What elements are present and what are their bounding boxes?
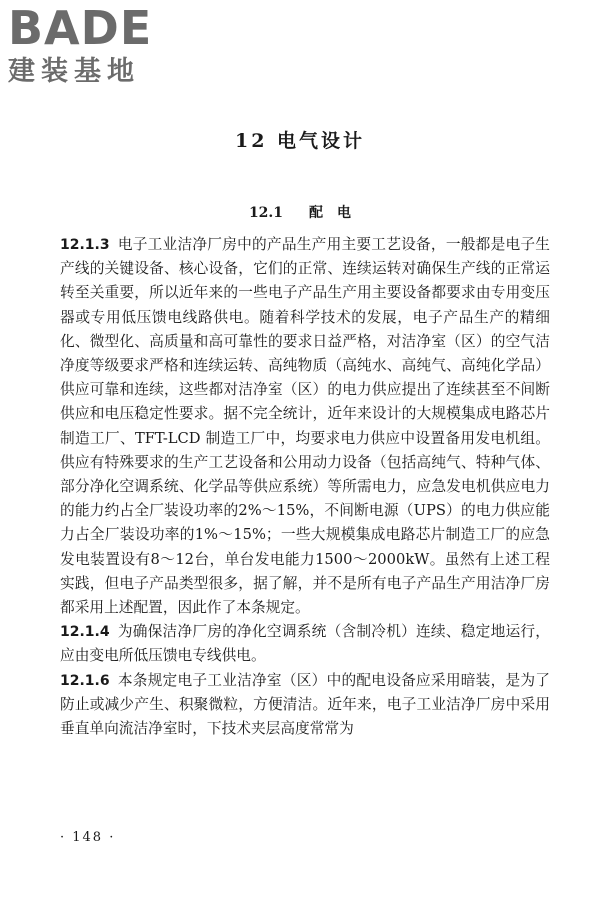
logo-wordmark: BADE bbox=[8, 1, 153, 55]
clause-text: 为确保洁净厂房的净化空调系统（含制冷机）连续、稳定地运行，应由变电所低压馈电专线供电。 bbox=[60, 623, 550, 665]
section-name: 配 电 bbox=[309, 205, 352, 221]
clause-number: 12.1.6 bbox=[60, 672, 110, 689]
clause-text: 本条规定电子工业洁净室（区）中的配电设备应采用暗装，是为了防止或减少产生、积聚微粒，方便清洁。近年来，电子工业洁净厂房中采用垂直单向流洁净室时，下技术夹层高度常常为 bbox=[60, 671, 550, 738]
section-title bbox=[0, 202, 600, 222]
section-number: 12.1 bbox=[248, 205, 284, 221]
clause-number: 12.1.3 bbox=[60, 237, 110, 253]
clause-text: 电子工业洁净厂房中的产品生产用主要工艺设备，一般都是电子生产线的关键设备、核心设备，它们的正常、连续运转对确保生产线的正常运转至关重要，所以近年来的一些电子产品生产用主要设备都要求由专用变压器或专用低压馈电线路供电。随着科学技术的发展，电子产品生产的精细化、微型化、高质量和高可靠性的要求日益严格，对洁净室（区）的空气洁净度等级要求严格和连续运转、高纯物质（高纯水、高纯气、高纯化学品）供应可靠和连续，这些都对洁净室（区）的电力供应提出了连续甚至不间断供应和电压稳定性要求。据不完全统计，近年来设计的大规模集成电路芯片制造工厂、TFT-LCD 制造工厂中，均要求电力供应中设置备用发电机组。供应有特殊要求的生产工艺设备和公用动力设备（包括高纯气、特种气体、部分净化空调系统、化学品等供应系统）等所需电力，应急发电机供应电力的能力约占全厂装设功率的2%～15%，不间断电源（UPS）的电力供应能力占全厂装设功率的1%～15%；一些大规模集成电路芯片制造工厂的应急发电装置设有8～12台，单台发电能力1500～2000kW。虽然有上述工程实践，但电子产品类型很多，据了解，并不是所有电子产品生产用洁净厂房都采用上述配置，因此作了本条规定。 bbox=[60, 236, 550, 617]
body-text bbox=[60, 233, 550, 741]
logo-subtitle: 建装基地 bbox=[8, 56, 140, 87]
clause-number: 12.1.4 bbox=[60, 624, 110, 641]
page-number: · 148 · bbox=[60, 830, 116, 845]
clause-paragraph bbox=[60, 233, 550, 620]
clause-paragraph bbox=[60, 620, 550, 668]
clause-paragraph bbox=[60, 669, 550, 742]
chapter-title: 12 电气设计 bbox=[234, 130, 366, 152]
bade-logo bbox=[8, 2, 188, 88]
